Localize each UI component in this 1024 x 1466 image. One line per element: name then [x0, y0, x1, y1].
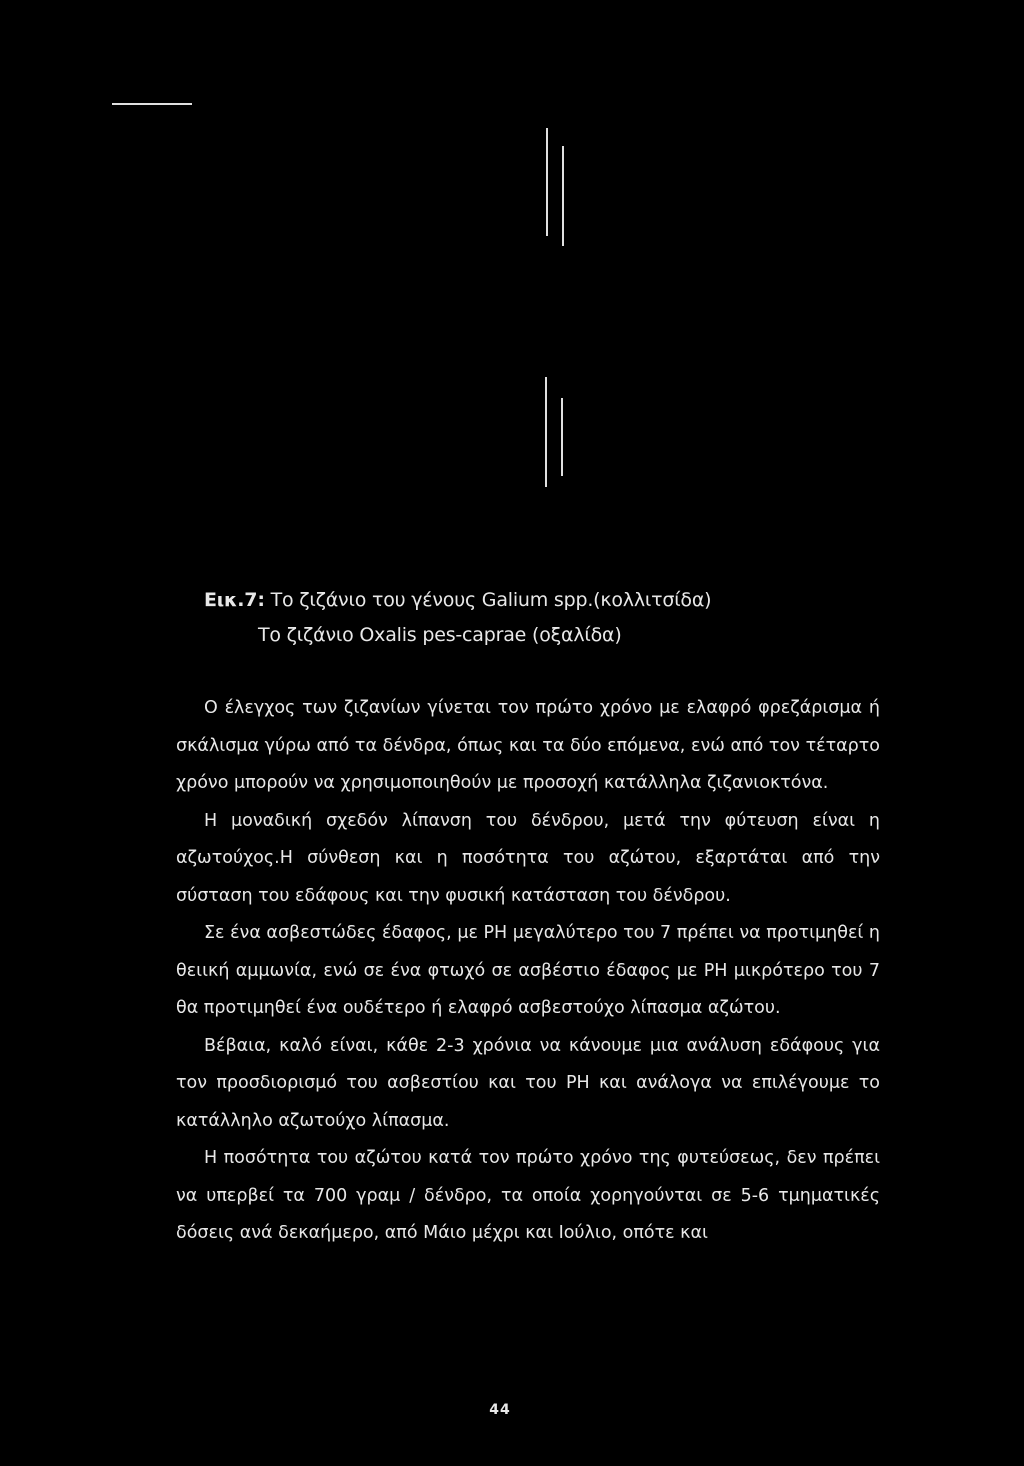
paragraph-1: Ο έλεγχος των ζιζανίων γίνεται τον πρώτο χρόνο με ελαφρό φρεζάρισμα ή σκάλισμα γύρω από τα δένδρα, όπως και τα δύο επόμενα, ενώ από τον τέταρτο χρόνο μπορούν να χρησιμοποιηθούν με προσοχή κατάλληλα ζιζανιοκτόνα. — [176, 698, 880, 793]
figure-label: Εικ.7: — [204, 589, 265, 611]
page-number: 44 — [489, 1402, 511, 1418]
paragraph-4: Βέβαια, καλό είναι, κάθε 2-3 χρόνια να κάνουμε μια ανάλυση εδάφους για τον προσδιορισμό του ασβεστίου και του PH και ανάλογα να επιλέγουμε το κατάλληλο αζωτούχο λίπασμα. — [176, 1035, 880, 1131]
figure-caption — [204, 583, 711, 653]
caption-line-2: Το ζιζάνιο Oxalis pes-caprae (οξαλίδα) — [258, 624, 622, 646]
paragraph-3: Σε ένα ασβεστώδες έδαφος, με PH μεγαλύτερο του 7 πρέπει να προτιμηθεί η θειική αμμωνία, ενώ σε ένα φτωχό σε ασβέστιο έδαφος με PH μικρότερο του 7 θα προτιμηθεί ένα ουδέτερο ή ελαφρό ασβεστούχο λίπασμα αζώτου. — [176, 923, 880, 1018]
top-left-rule — [112, 103, 192, 105]
paragraph-5: Η ποσότητα του αζώτου κατά τον πρώτο χρόνο της φυτεύσεως, δεν πρέπει να υπερβεί τα 700 γραμ / δένδρο, τα οποία χορηγούνται σε 5-6 τμηματικές δόσεις ανά δεκαήμερο, από Μάιο μέχρι και Ιούλιο, οπότε και — [176, 1148, 880, 1243]
caption-line-1 — [204, 583, 711, 618]
body-text — [176, 690, 880, 1253]
vertical-rule-1 — [546, 128, 548, 236]
vertical-rule-3 — [545, 377, 547, 487]
vertical-rule-2 — [562, 146, 564, 246]
caption-text-1: Το ζιζάνιο του γένους Galium spp.(κολλιτσίδα) — [270, 589, 712, 611]
paragraph-2: Η μοναδική σχεδόν λίπανση του δένδρου, μετά την φύτευση είναι η αζωτούχος.Η σύνθεση και η ποσότητα του αζώτου, εξαρτάται από την σύσταση του εδάφους και την φυσική κατάσταση του δένδρου. — [176, 810, 880, 906]
vertical-rule-4 — [561, 398, 563, 476]
